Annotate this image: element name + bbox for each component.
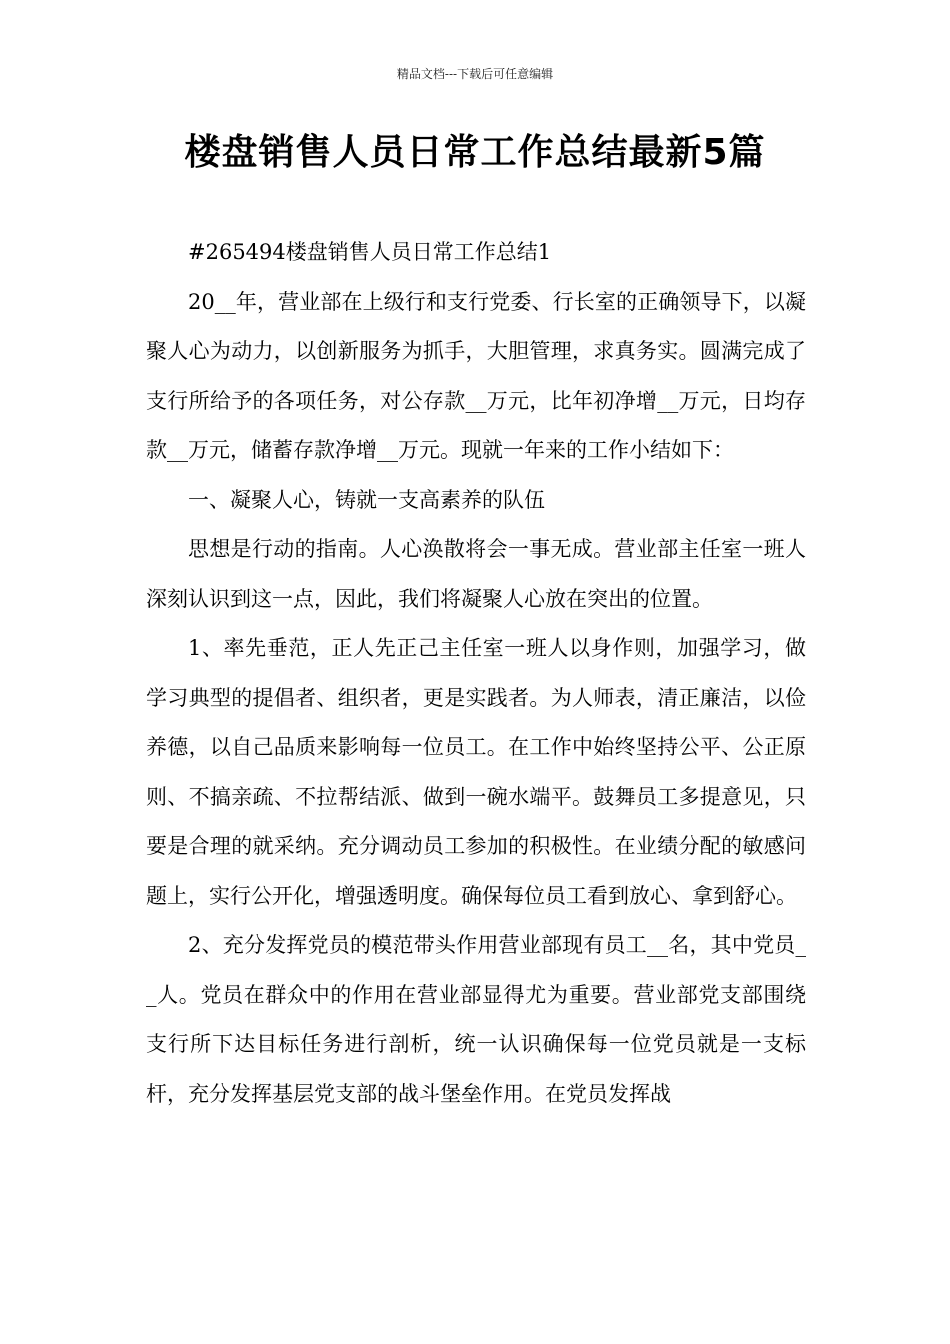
section-heading: #265494楼盘销售人员日常工作总结1 — [188, 240, 552, 264]
paragraph: 20__年，营业部在上级行和支行党委、行长室的正确领导下，以凝聚人心为动力，以创新服务为抓手，大胆管理，求真务实。圆满完成了支行所给予的各项任务，对公存款__万元，比年初净增__万元，日均存款__万元，储蓄存款净增__万元。现就一年来的工作小结如下： — [146, 289, 806, 462]
paragraph: 思想是行动的指南。人心涣散将会一事无成。营业部主任室一班人深刻认识到这一点，因此，我们将凝聚人心放在突出的位置。 — [146, 537, 806, 611]
paragraph: 1、率先垂范，正人先正己主任室一班人以身作则，加强学习，做学习典型的提倡者、组织者，更是实践者。为人师表，清正廉洁，以俭养德，以自己品质来影响每一位员工。在工作中始终坚持公平、公正原则、不搞亲疏、不拉帮结派、做到一碗水端平。鼓舞员工多提意见，只要是合理的就采纳。充分调动员工参加的积极性。在业绩分配的敏感问题上，实行公开化，增强透明度。确保每位员工看到放心、拿到舒心。 — [146, 636, 806, 908]
document-body — [146, 228, 806, 1119]
section-heading: 一、凝聚人心，铸就一支高素养的队伍 — [188, 487, 545, 512]
paragraph: 2、充分发挥党员的模范带头作用营业部现有员工__名，其中党员__人。党员在群众中的作用在营业部显得尤为重要。营业部党支部围绕支行所下达目标任务进行剖析，统一认识确保每一位党员就是一支标杆，充分发挥基层党支部的战斗堡垒作用。在党员发挥战 — [146, 933, 806, 1106]
header-note: 精品文档---下载后可任意编辑 — [396, 67, 554, 81]
document-title: 楼盘销售人员日常工作总结最新5篇 — [184, 132, 766, 173]
